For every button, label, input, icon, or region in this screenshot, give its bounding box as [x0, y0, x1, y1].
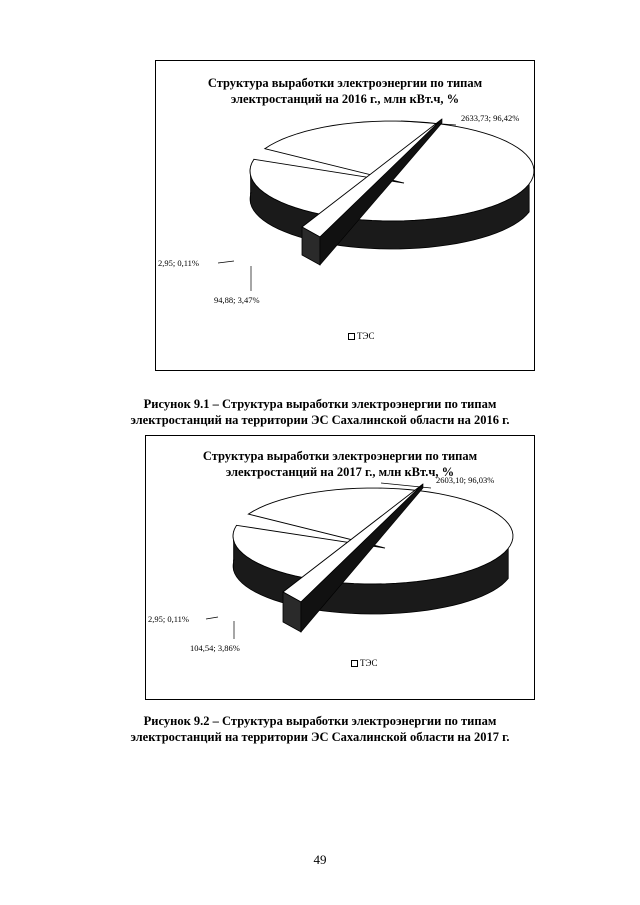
data-label: 2633,73; 96,42% — [461, 113, 520, 123]
legend — [348, 331, 374, 341]
pie-layer — [158, 113, 534, 305]
chart-title-line-2: электростанций на 2017 г., млн кВт.ч, % — [225, 465, 455, 479]
data-label: 2,95; 0,11% — [148, 614, 190, 624]
data-label: 2,95; 0,11% — [158, 258, 200, 268]
data-label-leader — [206, 617, 218, 619]
figure-caption-1: Рисунок 9.1 – Структура выработки электроэнергии по типам электростанций на территории ЭС Сахалинской области на 2016 г. — [130, 397, 510, 427]
legend-swatch — [351, 660, 358, 667]
legend-label: ТЭС — [360, 658, 378, 668]
data-label-leader — [218, 261, 234, 263]
data-label: 2603,10; 96,03% — [436, 475, 495, 485]
legend — [351, 658, 377, 668]
pie-chart-svg — [146, 436, 534, 699]
chart-title-line-1: Структура выработки электроэнергии по типам — [207, 76, 483, 90]
data-label: 94,88; 3,47% — [214, 295, 260, 305]
pie-chart-svg — [156, 61, 534, 370]
data-label-leader — [381, 483, 431, 488]
figure-caption-2: Рисунок 9.2 – Структура выработки электроэнергии по типам электростанций на территории ЭС Сахалинской области на 2017 г. — [130, 714, 510, 744]
page-number: 49 — [313, 852, 327, 867]
chart-title-line-1: Структура выработки электроэнергии по типам — [202, 449, 478, 463]
pie-layer — [148, 475, 513, 653]
data-label: 104,54; 3,86% — [190, 643, 240, 653]
legend-label: ТЭС — [357, 331, 375, 341]
chart-2016 — [155, 60, 535, 371]
legend-swatch — [348, 333, 355, 340]
chart-title-line-2: электростанций на 2016 г., млн кВт.ч, % — [230, 92, 460, 106]
chart-2017 — [145, 435, 535, 700]
